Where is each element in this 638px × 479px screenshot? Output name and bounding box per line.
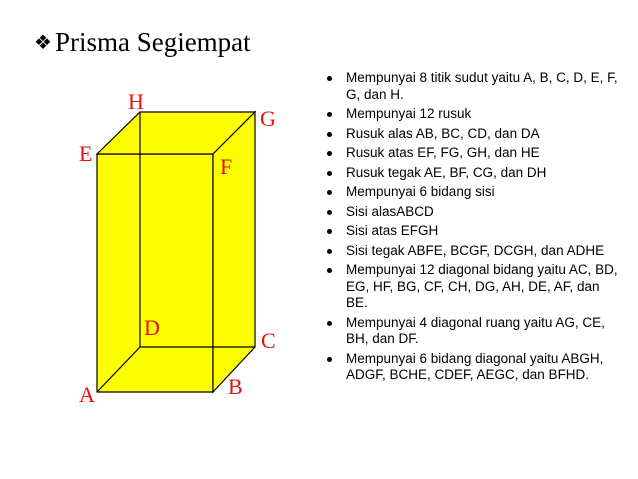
- vertex-label-A: A: [79, 382, 95, 407]
- list-item: Mempunyai 12 diagonal bidang yaitu AC, BD, EG, HF, BG, CF, CH, DG, AH, DE, AF, dan BE.: [324, 262, 624, 312]
- list-item: Mempunyai 12 rusuk: [324, 106, 624, 123]
- list-item: Sisi tegak ABFE, BCGF, DCGH, dan ADHE: [324, 243, 624, 260]
- list-item: Rusuk alas AB, BC, CD, dan DA: [324, 126, 624, 143]
- list-item: Sisi alasABCD: [324, 204, 624, 221]
- vertex-label-C: C: [261, 328, 276, 353]
- vertex-label-H: H: [128, 92, 144, 114]
- slide-title: [34, 26, 251, 61]
- vertex-label-G: G: [260, 106, 276, 131]
- prism-properties-list: [324, 70, 624, 387]
- vertex-label-F: F: [220, 154, 233, 179]
- prism-drawing: [70, 92, 285, 412]
- vertex-label-E: E: [79, 141, 93, 166]
- rectangular-prism-figure: [70, 92, 285, 412]
- list-item: Rusuk atas EF, FG, GH, dan HE: [324, 145, 624, 162]
- list-item: Mempunyai 6 bidang sisi: [324, 184, 624, 201]
- vertex-label-B: B: [228, 374, 243, 399]
- list-item: Mempunyai 8 titik sudut yaitu A, B, C, D, E, F, G, dan H.: [324, 70, 624, 103]
- face-front: [97, 154, 213, 392]
- diamond-bullet-icon: ❖: [34, 32, 52, 54]
- slide-title-text: Prisma Segiempat: [54, 27, 251, 57]
- vertex-label-D: D: [144, 315, 160, 340]
- list-item: Rusuk tegak AE, BF, CG, dan DH: [324, 165, 624, 182]
- list-item: Mempunyai 6 bidang diagonal yaitu ABGH, ADGF, BCHE, CDEF, AEGC, dan BFHD.: [324, 351, 624, 384]
- list-item: Sisi atas EFGH: [324, 223, 624, 240]
- list-item: Mempunyai 4 diagonal ruang yaitu AG, CE, BH, dan DF.: [324, 315, 624, 348]
